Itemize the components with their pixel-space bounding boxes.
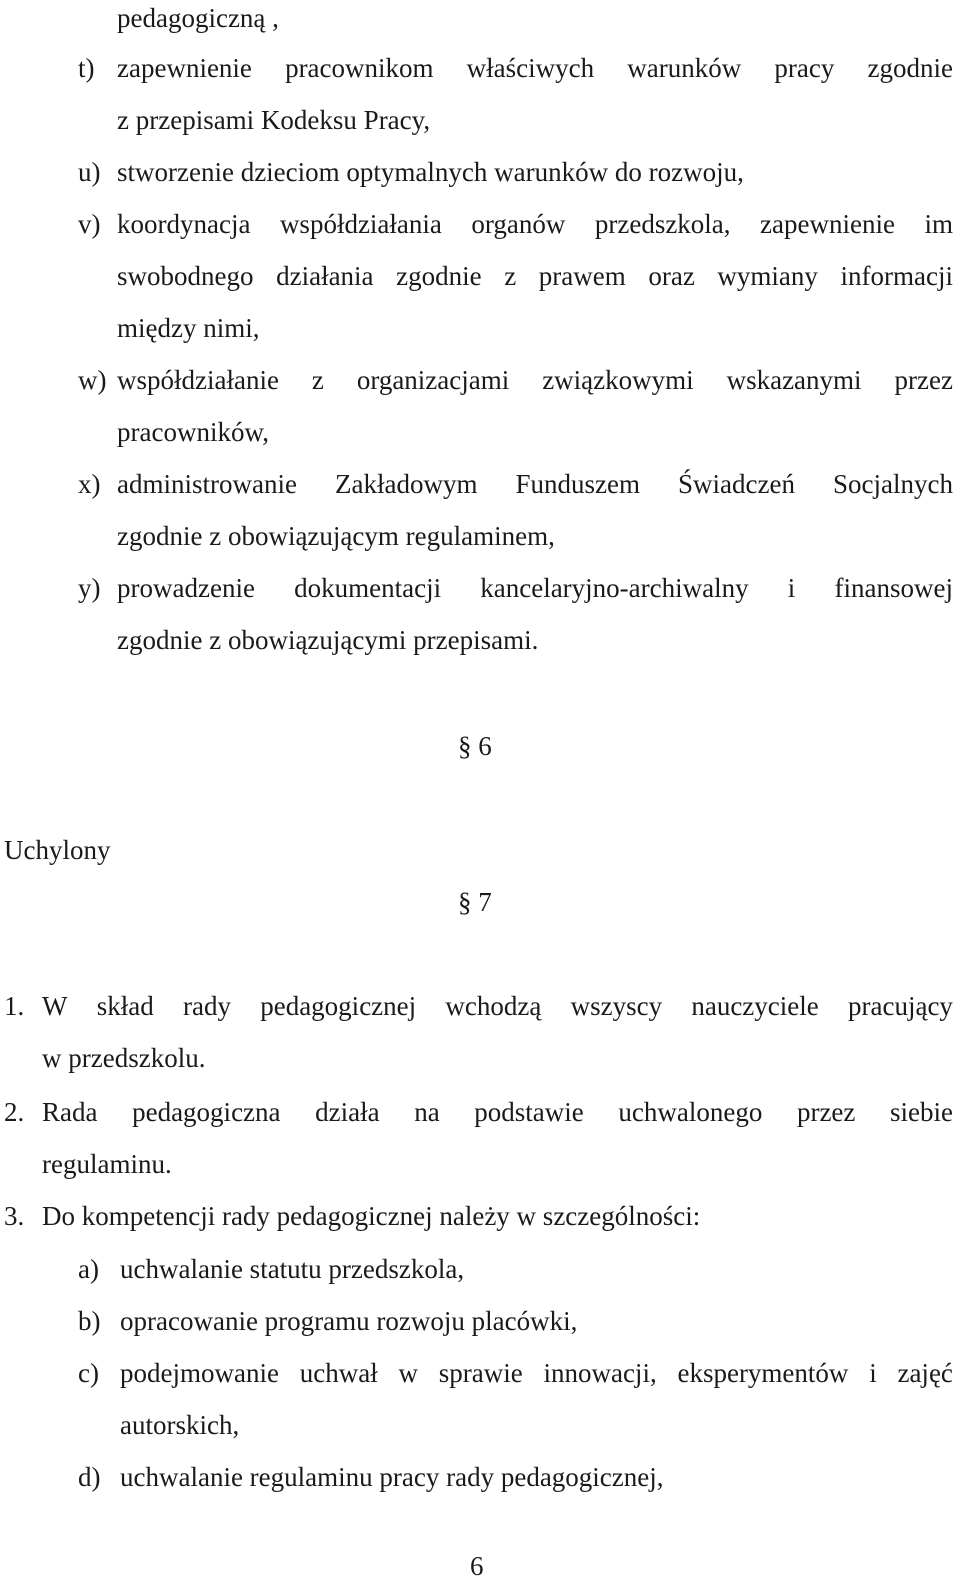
list-marker-x: x): [78, 469, 101, 499]
point-marker-3: 3.: [4, 1201, 25, 1231]
section-6-text: Uchylony: [4, 835, 111, 865]
list-item-y-line-1: prowadzenie dokumentacji kancelaryjno-archiwalny i finansowej: [117, 573, 953, 603]
list-item-w-line-1: współdziałanie z organizacjami związkowymi wskazanymi przez: [117, 365, 953, 395]
section-7-heading: § 7: [458, 887, 492, 917]
list-item-y-line-2: zgodnie z obowiązującymi przepisami.: [117, 625, 539, 655]
subitem-marker-d: d): [78, 1462, 101, 1492]
point-2-line-2: regulaminu.: [42, 1149, 172, 1179]
list-marker-v: v): [78, 209, 101, 239]
list-marker-w: w): [78, 365, 107, 395]
point-marker-1: 1.: [4, 991, 25, 1021]
point-2-line-1: Rada pedagogiczna działa na podstawie uchwalonego przez siebie: [42, 1097, 953, 1127]
point-1-line-2: w przedszkolu.: [42, 1043, 206, 1073]
subitem-c-line-2: autorskich,: [120, 1410, 240, 1440]
page-number: 6: [470, 1551, 484, 1581]
point-3-line-1: Do kompetencji rady pedagogicznej należy w szczególności:: [42, 1201, 701, 1231]
point-1-line-1: W skład rady pedagogicznej wchodzą wszyscy nauczyciele pracujący: [42, 991, 953, 1021]
list-item-v-line-1: koordynacja współdziałania organów przedszkola, zapewnienie im: [117, 209, 953, 239]
point-marker-2: 2.: [4, 1097, 25, 1127]
subitem-marker-c: c): [78, 1358, 99, 1388]
subitem-b-line-1: opracowanie programu rozwoju placówki,: [120, 1306, 578, 1336]
list-item-v-line-3: między nimi,: [117, 313, 260, 343]
list-continuation: pedagogiczną ,: [117, 3, 279, 33]
list-item-x-line-2: zgodnie z obowiązującym regulaminem,: [117, 521, 555, 551]
list-marker-t: t): [78, 53, 95, 83]
subitem-marker-b: b): [78, 1306, 101, 1336]
list-item-u-line-1: stworzenie dzieciom optymalnych warunków do rozwoju,: [117, 157, 744, 187]
section-6-heading: § 6: [458, 731, 492, 761]
list-item-t-line-2: z przepisami Kodeksu Pracy,: [117, 105, 431, 135]
subitem-a-line-1: uchwalanie statutu przedszkola,: [120, 1254, 465, 1284]
list-marker-u: u): [78, 157, 101, 187]
list-item-w-line-2: pracowników,: [117, 417, 269, 447]
subitem-c-line-1: podejmowanie uchwał w sprawie innowacji, eksperymentów i zajęć: [120, 1358, 953, 1388]
list-item-x-line-1: administrowanie Zakładowym Funduszem Świadczeń Socjalnych: [117, 469, 953, 499]
list-item-v-line-2: swobodnego działania zgodnie z prawem oraz wymiany informacji: [117, 261, 953, 291]
list-item-t-line-1: zapewnienie pracownikom właściwych warunków pracy zgodnie: [117, 53, 953, 83]
list-marker-y: y): [78, 573, 101, 603]
subitem-marker-a: a): [78, 1254, 99, 1284]
subitem-d-line-1: uchwalanie regulaminu pracy rady pedagogicznej,: [120, 1462, 664, 1492]
